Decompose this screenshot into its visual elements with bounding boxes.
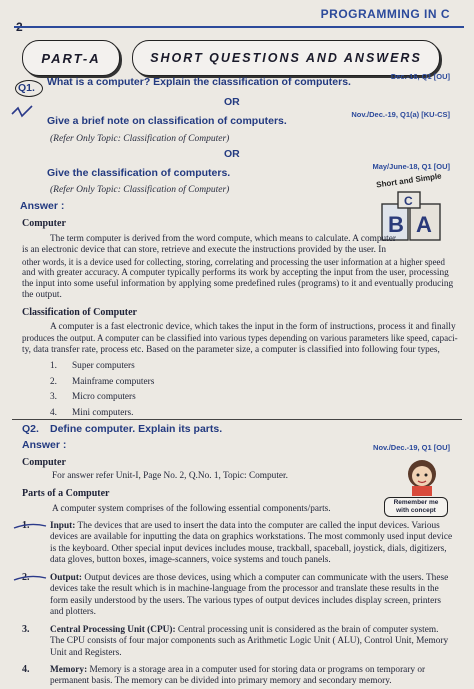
q1-alt1-meta: Nov./Dec.-19, Q1(a) [KU-CS] [351, 110, 450, 119]
q1-alt2-meta: May/June-18, Q1 [OU] [372, 162, 450, 171]
q2-computer-heading: Computer [22, 457, 66, 468]
block-a: A [416, 212, 432, 237]
part-term: Output: [50, 573, 83, 583]
sticker-caption: Short and Simple [375, 171, 443, 190]
q1-computer-heading: Computer [22, 218, 66, 229]
part-number: 1. [22, 520, 30, 531]
para-line: Output devices are those devices, using which a computer can communicate with the users. These [84, 573, 449, 583]
header-rule [14, 26, 464, 28]
para-line: the output. [22, 290, 62, 301]
running-head: PROGRAMMING IN C [320, 7, 450, 21]
q1-ref2: (Refer Only Topic: Classification of Computer) [50, 185, 230, 195]
q2-question: Define computer. Explain its parts. [50, 423, 223, 435]
para-line: The devices that are used to insert the data into the computer are called the input devices. Various [77, 521, 440, 531]
block-c: C [404, 194, 413, 208]
q1-classification-heading: Classification of Computer [22, 307, 137, 318]
para-line: devices are available for inputting the data on graphics workstations. The most commonly used input device [50, 532, 453, 543]
q2-parts-intro: A computer system comprises of the following essential components/parts. [52, 504, 331, 514]
badge-line: with concept [396, 507, 436, 514]
q1-classification-paragraph [22, 322, 458, 356]
para-line: ty, data transfer rate, process etc. Based on the parameter size, a computer is classified into following four types, [22, 344, 440, 355]
part-output [22, 572, 454, 618]
remember-me-badge [384, 497, 448, 517]
part-cpu [22, 624, 454, 659]
section-divider [12, 419, 462, 420]
q2-answer-label: Answer : [22, 439, 67, 451]
part-number: 3. [22, 624, 30, 635]
para-line: permanent basis. The memory can be divided into primary memory and secondary memory. [50, 676, 392, 687]
q1-number: Q1. [18, 82, 35, 94]
part-banner: PART-A [22, 40, 120, 76]
q2-meta: Nov./Dec.-19, Q1 [OU] [373, 443, 450, 452]
para-line: form easily understood by the users. The various types of output devices includes display screen, printers [50, 595, 441, 606]
list-item: 2. Mainframe computers [50, 376, 155, 387]
q1-computer-paragraph [22, 234, 454, 302]
q2-computer-line: For answer refer Unit-I, Page No. 2, Q.No. 1, Topic: Computer. [52, 471, 288, 481]
q1-alt2: Give the classification of computers. [47, 167, 231, 179]
badge-line: Remember me [393, 499, 439, 506]
para-line: is the keyboard. Other special input devices includes mouse, trackball, spaceball, joystick, dials, digitizers, [50, 543, 447, 554]
list-item: 4. Mini computers. [50, 407, 134, 418]
q1-or-1: OR [224, 96, 240, 108]
pen-annotation-icon [10, 520, 50, 670]
q1-ref1: (Refer Only Topic: Classification of Computer) [50, 134, 230, 144]
part-term: Input: [50, 521, 76, 531]
para-line: and plotters. [50, 606, 96, 617]
computer-types-list [50, 361, 154, 423]
section-title-banner: SHORT QUESTIONS AND ANSWERS [132, 40, 440, 76]
para-line: A computer is a fast electronic device, which takes the input in the form of instructions, process it and finally [50, 322, 456, 332]
q1-meta: Dec.-16, Q1 [OU] [390, 72, 450, 81]
q1-or-2: OR [224, 148, 240, 160]
part-term: Memory: [50, 665, 88, 675]
list-item: 3. Micro computers [50, 392, 136, 402]
q1-answer-label: Answer : [20, 200, 65, 212]
part-number: 2. [22, 572, 30, 583]
q2-number: Q2. [22, 423, 39, 435]
part-memory [22, 664, 454, 688]
para-line: and with greater accuracy. A computer typically performs its work by accepting the input from the user, processing [22, 267, 449, 278]
para-line: the input into some useful information by applying some predefined rules (programs) to it and eventually producing [22, 279, 454, 290]
para-line: Memory is a storage area in a computer used for storing data or programs on temporary or [89, 665, 426, 675]
para-line: Central processing unit is considered as the brain of computer system. [177, 625, 439, 635]
part-term: Central Processing Unit (CPU): [50, 625, 176, 635]
para-line: The CPU consists of four major components such as Arithmetic Logic Unit ( ALU), Control Unit, Memory [50, 636, 449, 647]
girl-mascot-icon [400, 454, 444, 498]
para-line: The term computer is derived from the word compute, which means to calculate. A computer [50, 234, 396, 244]
para-line: devices take the result which is in machine-language from the processor and translate these results in the [50, 584, 439, 595]
para-line: data gloves, button boxes, image-scanners, voice systems and touch panels. [50, 554, 331, 565]
para-line: produces the output. A computer can be classified into various types depending on various parameters like speed, capaci- [22, 333, 458, 344]
part-number: 4. [22, 664, 30, 675]
para-line: other words, it is a device used for collecting, storing, correlating and processing the user information at a higher speed [22, 256, 445, 267]
part-input [22, 520, 454, 566]
q1-alt1: Give a brief note on classification of computers. [47, 115, 287, 127]
para-line: is an electronic device that can store, retrieve and execute the instructions provided by the user. In [22, 245, 386, 256]
list-item: 1. Super computers [50, 361, 135, 371]
block-b: B [388, 212, 404, 237]
q2-parts-heading: Parts of a Computer [22, 488, 110, 499]
pen-tick-mark-icon [10, 104, 36, 120]
para-line: Unit and Registers. [50, 647, 122, 658]
q1-question: What is a computer? Explain the classification of computers. [47, 76, 351, 88]
